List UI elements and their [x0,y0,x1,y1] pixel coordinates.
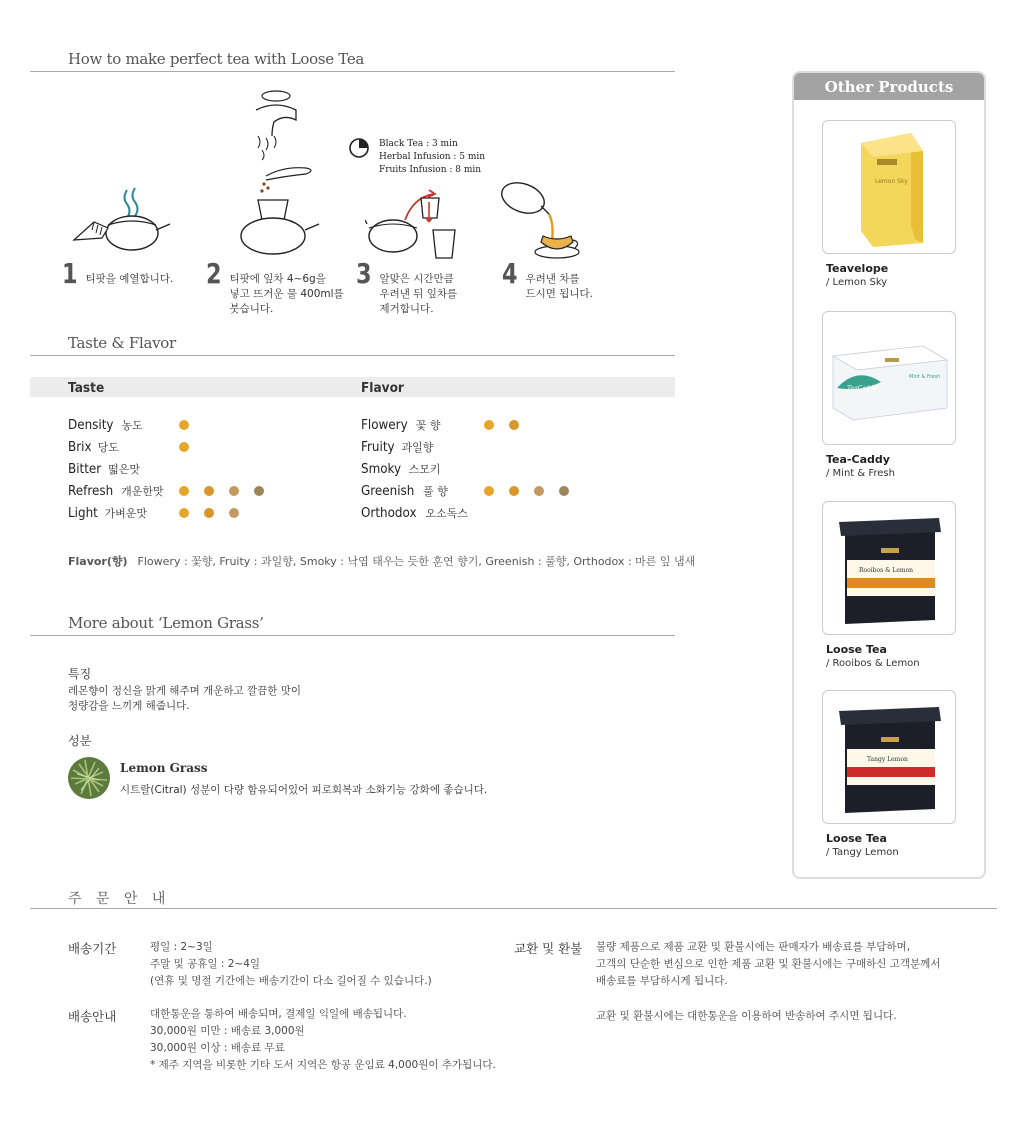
flavor-note [68,553,695,569]
taste-row [68,438,119,456]
rating-dot [179,442,189,452]
rating-dot [484,420,494,430]
product-image-rooibos-lemon[interactable] [822,501,956,635]
product-image-tea-caddy[interactable] [822,311,956,445]
step-2-illustration [236,88,346,258]
flavor-row [361,460,441,478]
taste-name: Light [68,505,98,521]
rating-dot [229,508,239,518]
brew-time-herbal: Herbal Infusion : 5 min [379,152,486,162]
product-variant[interactable]: / Lemon Sky [826,277,888,288]
flavor-rating [484,420,534,430]
rating-dot [179,420,189,430]
taste-name: Bitter [68,461,102,477]
step-2 [206,257,344,317]
step-4-illustration [497,178,587,263]
ingredient-text: 시트랄(Citral) 성분이 다량 함유되어있어 피로회복과 소화기능 강화에 좋습니다. [120,784,488,796]
product-card[interactable] [822,120,956,288]
taste-name: Density [68,417,114,433]
step-3 [356,257,458,317]
product-card[interactable] [822,311,956,479]
step-1-number: 1 [62,257,78,290]
rating-dot [559,486,569,496]
flavor-name: Flowery [361,417,408,433]
flavor-name-ko: 과일향 [401,441,434,454]
exchange-return-text: 교환 및 환불시에는 대한통운을 이용하여 반송하여 주시면 됩니다. [596,1010,897,1022]
other-products-panel [792,71,986,879]
flavor-name-ko: 풀 향 [423,485,448,498]
other-products-title: Other Products [794,73,984,100]
feature-label: 특징 [68,667,92,681]
step-1 [62,257,174,290]
flavor-rating [484,486,584,496]
flavor-header: Flavor [361,380,404,396]
rating-dot [484,486,494,496]
product-image-tangy-lemon[interactable] [822,690,956,824]
exchange-label: 교환 및 환불 [514,941,583,956]
product-name[interactable]: Tea-Caddy [826,453,890,466]
feature-text: 레몬향이 정신을 맑게 해주며 개운하고 깔끔한 맛이 청량감을 느끼게 해줍니다. [68,685,302,712]
taste-title: Taste & Flavor [68,334,176,352]
product-variant[interactable]: / Rooibos & Lemon [826,658,920,669]
delivery-info-label: 배송안내 [68,1009,117,1024]
step-3-illustration [365,188,465,263]
flavor-row [361,482,448,500]
taste-name-ko: 농도 [121,419,143,432]
taste-row [68,416,143,434]
taste-header: Taste [68,380,105,396]
taste-name: Refresh [68,483,114,499]
taste-row [68,504,147,522]
taste-rating [179,442,204,452]
taste-rating [179,486,279,496]
flavor-name: Greenish [361,483,415,499]
step-4-number: 4 [502,257,518,290]
taste-rule [30,355,675,356]
more-rule [30,635,675,636]
flavor-note-label: Flavor(향) [68,555,128,568]
teavelope-box-label: Lemon Sky [875,178,908,185]
exchange-text: 불량 제품으로 제품 교환 및 환불시에는 판매자가 배송료를 부담하며, 고객의 단순한 변심으로 인한 제품 교환 및 환불시에는 구매하신 고객분께서 배송료를 부담하시게 됩니다. [596,941,941,987]
rating-dot [204,486,214,496]
product-card[interactable] [822,690,956,858]
brew-time-black: Black Tea : 3 min [379,139,458,149]
order-info-title: 주 문 안 내 [68,891,171,907]
step-2-text: 티팟에 잎차 4~6g을 넣고 뜨거운 물 400ml를 붓습니다. [229,273,344,315]
flavor-note-text: Flowery : 꽃향, Fruity : 과일향, Smoky : 낙엽 태우는 듯한 훈연 향기, Greenish : 풀향, Orthodox : 마른 잎 냄새 [137,555,696,568]
rating-dot [204,508,214,518]
taste-name-ko: 당도 [97,441,119,454]
lemon-grass-image [67,756,111,800]
taste-rating [179,420,204,430]
flavor-row [361,504,468,522]
rating-dot [534,486,544,496]
rooibos-box-label: Rooibos & Lemon [859,567,914,574]
taste-name-ko: 가벼운맛 [104,507,147,520]
flavor-name: Fruity [361,439,395,455]
taste-rating [179,508,254,518]
ingredient-name: Lemon Grass [120,761,208,775]
step-3-number: 3 [356,257,372,290]
howto-title: How to make perfect tea with Loose Tea [68,50,365,68]
rating-dot [509,420,519,430]
rating-dot [229,486,239,496]
rating-dot [179,508,189,518]
order-info-rule [30,908,997,909]
rating-dot [509,486,519,496]
delivery-period-text: 평일 : 2~3일 주말 및 공휴일 : 2~4일 (연휴 및 명절 기간에는 배송기간이 다소 길어질 수 있습니다.) [150,941,432,987]
step-3-text: 알맞은 시간만큼 우려낸 뒤 잎차를 제거합니다. [379,273,458,315]
tea-caddy-box-variant: Mint & Fresh [909,374,941,380]
taste-name-ko: 개운한맛 [121,485,164,498]
step-4-text: 우려낸 차를 드시면 됩니다. [525,273,594,300]
product-variant[interactable]: / Tangy Lemon [826,847,899,858]
step-4 [502,257,594,302]
taste-name-ko: 떫은맛 [108,463,140,476]
timer-icon [348,137,370,159]
brew-times [379,138,485,177]
ingredient-label: 성분 [68,734,92,748]
flavor-name: Orthodox [361,505,417,521]
step-2-number: 2 [206,257,222,290]
flavor-name: Smoky [361,461,402,477]
taste-table-header [30,377,675,397]
flavor-row [361,416,440,434]
tangy-box-label: Tangy Lemon [867,756,908,763]
product-name[interactable]: Loose Tea [826,643,887,656]
howto-rule [30,71,675,72]
delivery-period-label: 배송기간 [68,941,117,956]
rating-dot [254,486,264,496]
step-1-text: 티팟을 예열합니다. [85,273,174,285]
brew-time-fruits: Fruits Infusion : 8 min [379,165,482,175]
product-name[interactable]: Teavelope [826,262,889,275]
product-card[interactable] [822,501,956,669]
more-title: More about ‘Lemon Grass’ [68,614,264,632]
product-variant[interactable]: / Mint & Fresh [826,468,895,479]
rating-dot [179,486,189,496]
product-image-teavelope[interactable] [822,120,956,254]
taste-name: Brix [68,439,92,455]
product-name[interactable]: Loose Tea [826,832,887,845]
tea-caddy-box-label: TeaCaddy [847,385,877,392]
taste-row [68,460,140,478]
delivery-info-text: 대한통운을 통하여 배송되며, 결제일 익일에 배송됩니다. 30,000원 미만 : 배송료 3,000원 30,000원 이상 : 배송료 무료 * 제주 지역을 비롯한 기타 도서 지역은 항공 운임료 4,000원이 추가됩니다. [150,1008,496,1071]
flavor-row [361,438,433,456]
flavor-name-ko: 스모키 [408,463,441,476]
step-1-illustration [72,185,172,255]
flavor-name-ko: 꽃 향 [415,419,441,432]
flavor-name-ko: 오소독스 [425,507,468,520]
taste-row [68,482,164,500]
